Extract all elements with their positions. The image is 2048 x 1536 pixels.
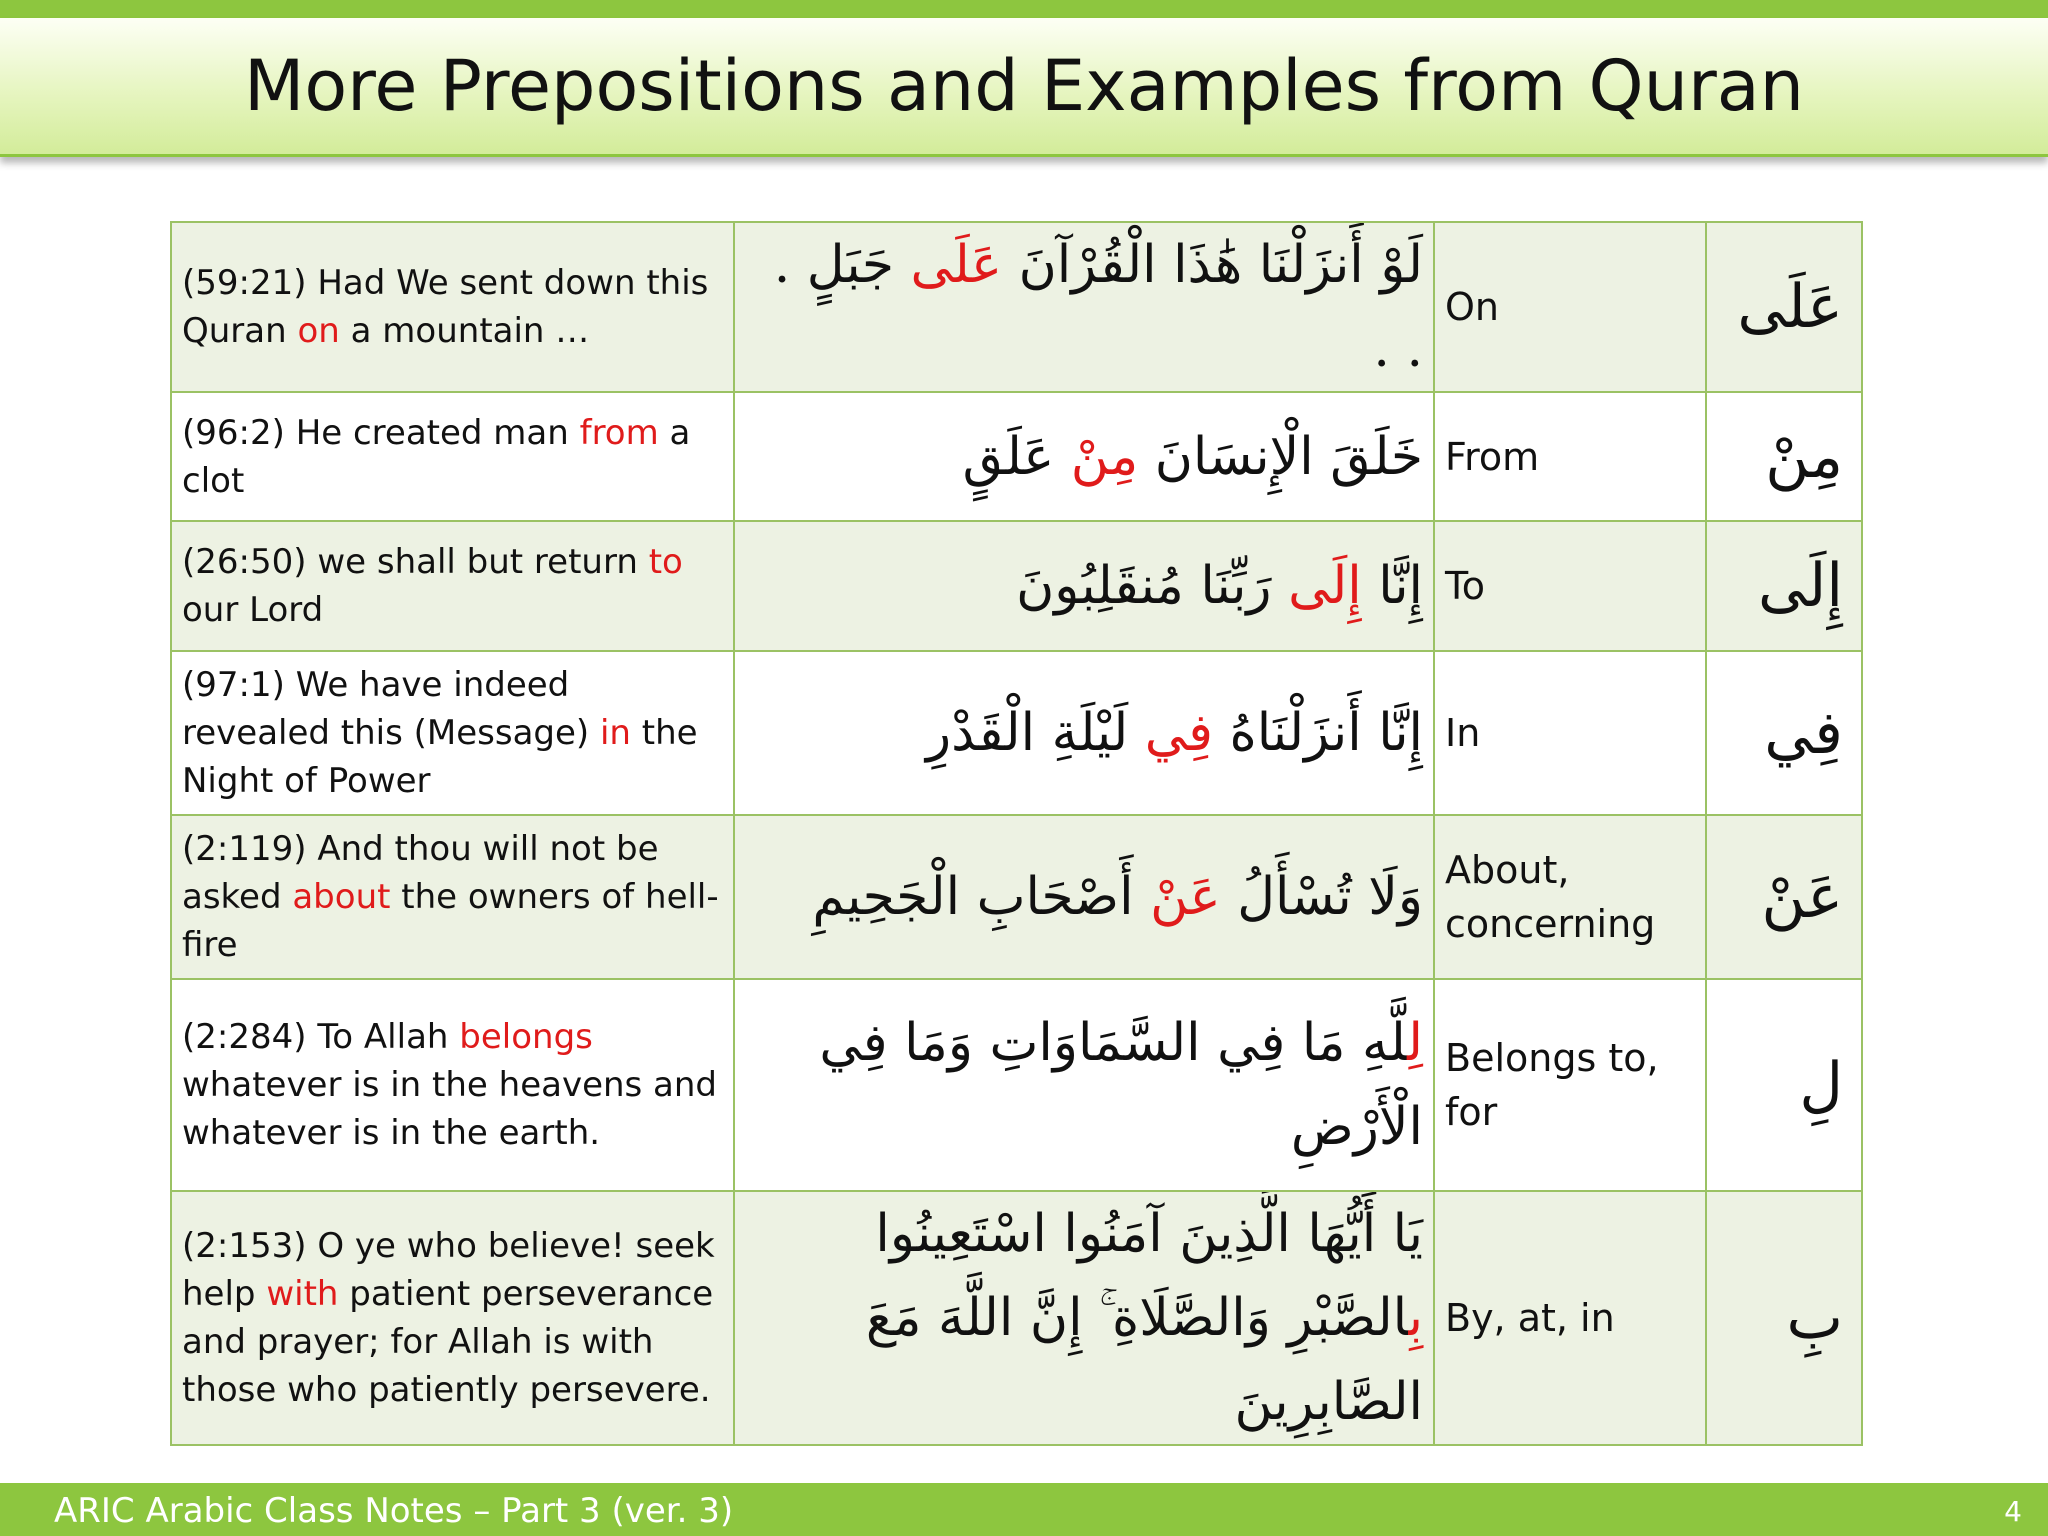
arabic-verse: وَلَا تُسْأَلُ عَنْ أَصْحَابِ الْجَحِيمِ <box>734 815 1434 979</box>
table-row <box>171 521 1862 651</box>
preposition-meaning: By, at, in <box>1434 1191 1706 1445</box>
preposition-meaning: To <box>1434 521 1706 651</box>
highlighted-preposition: عَنْ <box>1150 867 1221 927</box>
arabic-preposition: مِنْ <box>1706 392 1862 521</box>
highlighted-preposition: بِ <box>1408 1288 1423 1348</box>
english-example: (2:119) And thou will not be asked about the owners of hell-fire <box>171 815 734 979</box>
highlighted-preposition: فِي <box>1144 703 1213 763</box>
highlighted-preposition: إِلَى <box>1288 556 1362 616</box>
highlighted-preposition: عَلَى <box>910 235 1003 295</box>
highlighted-preposition: لِ <box>1407 1013 1423 1073</box>
arabic-verse: لَوْ أَنزَلْنَا هَٰذَا الْقُرْآنَ عَلَى جَبَلٍ . . . <box>734 222 1434 392</box>
arabic-preposition: عَنْ <box>1706 815 1862 979</box>
arabic-verse: يَا أَيُّهَا الَّذِينَ آمَنُوا اسْتَعِينُوا بِالصَّبْرِ وَالصَّلَاةِ ۚ إِنَّ اللَّهَ مَعَ الصَّابِرِينَ <box>734 1191 1434 1445</box>
table-row <box>171 651 1862 815</box>
highlighted-word: with <box>266 1274 339 1314</box>
table-row <box>171 1191 1862 1445</box>
arabic-preposition: بِ <box>1706 1191 1862 1445</box>
title-bar <box>0 18 2048 157</box>
highlighted-word: on <box>297 311 340 351</box>
arabic-preposition: لِ <box>1706 979 1862 1191</box>
preposition-meaning: From <box>1434 392 1706 521</box>
arabic-preposition: فِي <box>1706 651 1862 815</box>
highlighted-preposition: مِنْ <box>1070 426 1139 487</box>
arabic-verse: لِلَّهِ مَا فِي السَّمَاوَاتِ وَمَا فِي الْأَرْضِ <box>734 979 1434 1191</box>
table-row <box>171 979 1862 1191</box>
slide-title: More Prepositions and Examples from Quran <box>243 45 1805 127</box>
top-accent-strip <box>0 0 2048 18</box>
english-example: (97:1) We have indeed revealed this (Message) in the Night of Power <box>171 651 734 815</box>
english-example: (96:2) He created man from a clot <box>171 392 734 521</box>
english-example: (2:284) To Allah belongs whatever is in the heavens and whatever is in the earth. <box>171 979 734 1191</box>
arabic-preposition: إِلَى <box>1706 521 1862 651</box>
english-example: (59:21) Had We sent down this Quran on a mountain … <box>171 222 734 392</box>
highlighted-word: from <box>579 412 659 453</box>
table-row <box>171 222 1862 392</box>
highlighted-word: belongs <box>459 1017 593 1057</box>
english-example: (26:50) we shall but return to our Lord <box>171 521 734 651</box>
table-row <box>171 392 1862 521</box>
preposition-meaning: About, concerning <box>1434 815 1706 979</box>
preposition-meaning: On <box>1434 222 1706 392</box>
page-number: 4 <box>2004 1495 2022 1528</box>
arabic-verse: إِنَّا أَنزَلْنَاهُ فِي لَيْلَةِ الْقَدْرِ <box>734 651 1434 815</box>
table-row <box>171 815 1862 979</box>
footer-bar <box>0 1483 2048 1536</box>
english-example: (2:153) O ye who believe! seek help with patient perseverance and prayer; for Allah is with those who patiently persevere. <box>171 1191 734 1445</box>
arabic-verse: إِنَّا إِلَى رَبِّنَا مُنقَلِبُونَ <box>734 521 1434 651</box>
preposition-meaning: In <box>1434 651 1706 815</box>
preposition-meaning: Belongs to, for <box>1434 979 1706 1191</box>
footer-text: ARIC Arabic Class Notes – Part 3 (ver. 3) <box>54 1491 734 1531</box>
highlighted-word: about <box>292 877 391 917</box>
highlighted-word: in <box>599 713 631 753</box>
highlighted-word: to <box>648 542 683 582</box>
prepositions-table <box>170 221 1863 1446</box>
arabic-verse: خَلَقَ الْإِنسَانَ مِنْ عَلَقٍ <box>734 392 1434 521</box>
arabic-preposition: عَلَى <box>1706 222 1862 392</box>
